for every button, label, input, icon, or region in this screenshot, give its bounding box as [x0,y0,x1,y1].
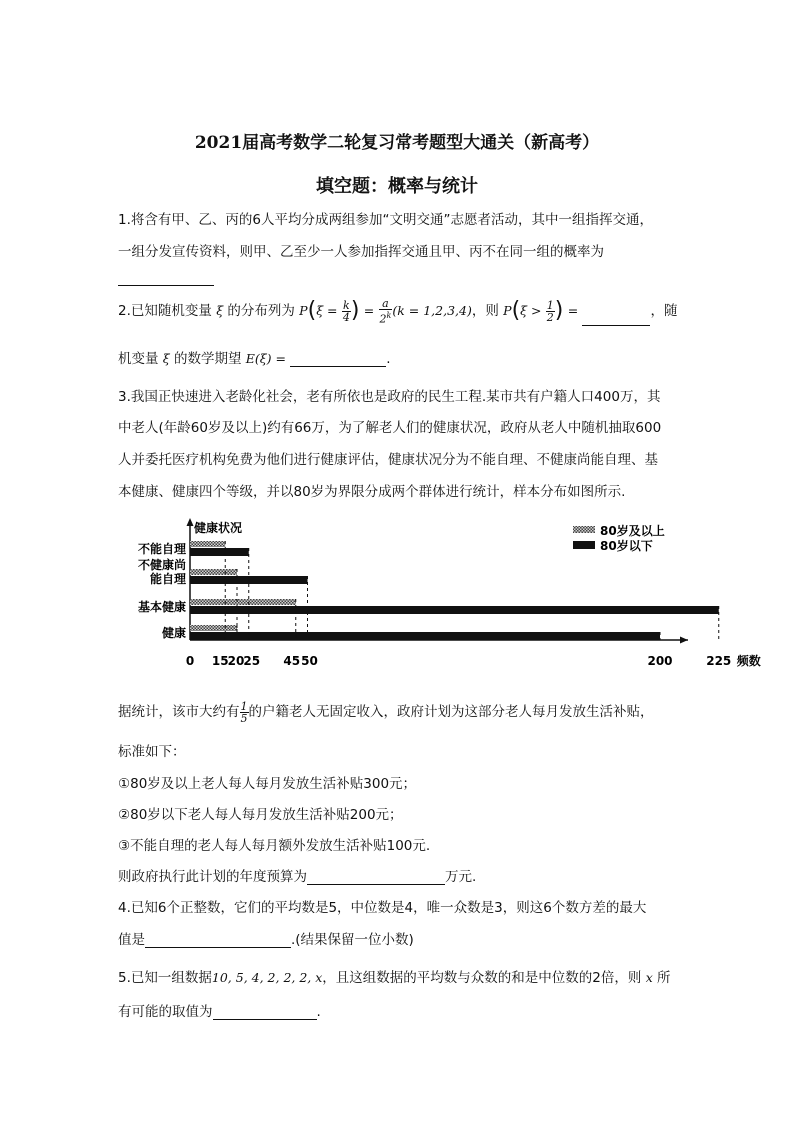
q5-suo: 所 [657,970,671,986]
q3-budget-suffix: 万元. [445,869,477,885]
legend-label-80-and-above: 80岁及以上 [600,524,665,538]
q5-answer-blank[interactable] [213,1005,317,1020]
q2-frac-1: 1 [546,298,554,312]
x-axis-label: 频数 [736,654,761,668]
category-label: 健康 [161,626,186,640]
page-subtitle: 填空题：概率与统计 [316,176,478,197]
q2-answer-blank-1[interactable] [582,311,650,326]
q2-frac-4: 4 [342,310,350,324]
q2-frac-2b: 2 [546,310,554,324]
y-axis-label: 健康状况 [194,521,243,535]
q3-rule-2: ②80岁以下老人每人每月发放生活补贴200元； [118,807,403,823]
q3-frac-den: 5 [240,711,248,725]
q3-after1-suffix: 的户籍老人无固定收入，政府计划为这部分老人每月发放生活补贴， [248,704,654,720]
x-axis-arrow [680,637,688,644]
q4-line2-suffix: .(结果保留一位小数) [291,932,414,948]
q3-line4: 本健康、健康四个等级，并以80岁为界限分成两个群体进行统计，样本分布如图所示. [118,484,626,500]
q5-line1 [118,966,671,986]
q3-after1-prefix: 据统计，该市大约有 [118,704,240,720]
bar-below-80 [190,548,249,556]
q2-xi-2: ξ [162,351,170,366]
q3-frac-num: 1 [240,699,248,713]
bar-80-and-above [190,599,296,605]
q2-mid: 的分布列为 [227,303,295,319]
q2-frac-k: k [342,298,350,312]
category-label: 能自理 [149,572,186,586]
legend-swatch-solid [573,541,595,549]
q2-gt: ξ > [520,303,542,318]
q2-frac-a: a [379,298,393,310]
q1-answer-line [118,270,214,286]
category-label: 不健康尚 [137,558,186,572]
q3-line3: 人并委托医疗机构免费为他们进行健康评估，健康状况分为不能自理、不健康尚能自理、基 [118,452,658,468]
q4-line2 [118,928,414,948]
q3-answer-blank[interactable] [307,870,445,885]
x-tick-label: 25 [243,654,261,668]
q3-budget-prefix: 则政府执行此计划的年度预算为 [118,869,307,885]
legend-swatch-hatched [573,526,595,533]
q3-frac-one-fifth [240,701,249,724]
q2-answer-blank-2[interactable] [290,352,386,367]
q5-line1-suffix: ，且这组数据的平均数与众数的和是中位数的2倍，则 [322,970,642,986]
bar-80-and-above [190,541,225,547]
q3-line1: 3.我国正快速进入老龄化社会，老有所依也是政府的民生工程.某市共有户籍人口400万，其 [118,389,661,405]
q2-eq: = [363,303,375,318]
q2-line2: 机变量 ξ 的数学期望 E(ξ) = . [118,351,391,367]
x-tick-label: 45 [283,654,301,668]
q2-frac-half [546,300,555,323]
q2-frac-2: 2 [379,312,387,326]
q5-line1-prefix: 5.已知一组数据 [118,970,212,986]
q2-xi: ξ [216,303,224,318]
x-tick-label: 15 [211,654,229,668]
q2-eq2: = [567,303,579,318]
q1-answer-blank[interactable] [118,271,214,286]
x-tick-label: 225 [706,654,732,668]
q2-frac-a2k [379,298,393,325]
q2-sui: ，随 [650,303,678,319]
x-tick-label: 50 [301,654,318,668]
bar-below-80 [190,632,660,640]
q2-k-range: (k = 1,2,3,4) [392,303,472,318]
bar-80-and-above [190,625,237,631]
q3-after-line1 [118,700,654,724]
category-label: 不能自理 [137,542,186,556]
q4-line1: 4.已知6个正整数，它们的平均数是5，中位数是4，唯一众数是3，则这6个数方差的最大 [118,900,647,916]
q1-line2: 一组分发宣传资料，则甲、乙至少一人参加指挥交通且甲、丙不在同一组的概率为 [118,244,604,260]
q4-answer-blank[interactable] [145,933,291,948]
y-axis-arrow [187,518,194,526]
q2-line2-mid: 的数学期望 [173,351,242,367]
q3-rule-3: ③不能自理的老人每人每月额外发放生活补贴100元. [118,838,431,854]
q3-budget-line [118,865,476,885]
health-bar-chart [118,512,761,674]
legend-label-below-80: 80岁以下 [600,539,653,553]
q2-P2: P [503,303,512,318]
x-tick-label: 200 [647,654,673,668]
category-label: 基本健康 [137,600,186,614]
bar-below-80 [190,606,719,614]
q5-data: 10, 5, 4, 2, 2, 2, x [211,970,323,985]
bar-80-and-above [190,569,237,575]
x-tick-label: 20 [227,654,245,668]
q2-line1: 2.已知随机变量 ξ 的分布列为 P(ξ = $\frac{k}{4}$ ) = $\frac{a}{2^k}$ (k = 1,2,3,4)，则 P(ξ > $\frac{1}{2}$ ) = ，随 [118,296,678,326]
q5-x: x [645,970,653,985]
q2-frac-k-sup: k [386,310,392,320]
q2-P: P [299,303,308,318]
q5-line2-prefix: 有可能的取值为 [118,1004,213,1020]
q2-expectation: E(ξ) = [245,351,286,366]
q1-line1: 1.将含有甲、乙、丙的6人平均分成两组参加“文明交通”志愿者活动，其中一组指挥交通， [118,212,653,228]
q2-prefix: 2.已知随机变量 [118,303,212,319]
q2-line2-prefix: 机变量 [118,351,159,367]
q2-then: ，则 [471,303,499,319]
q2-eq-inner: ξ = [316,303,338,318]
q3-rule-1: ①80岁及以上老人每人每月发放生活补贴300元； [118,776,417,792]
q3-line2: 中老人(年龄60岁及以上)约有66万，为了解老人们的健康状况，政府从老人中随机抽取600 [118,420,662,436]
q2-frac-k4 [342,300,351,323]
page-title: 2021届高考数学二轮复习常考题型大通关（新高考） [194,133,600,153]
q5-line2: 有可能的取值为 . [118,1004,321,1020]
q3-after-line2: 标准如下： [118,744,186,760]
q4-line2-prefix: 值是 [118,932,145,948]
x-tick-label: 0 [185,654,195,668]
